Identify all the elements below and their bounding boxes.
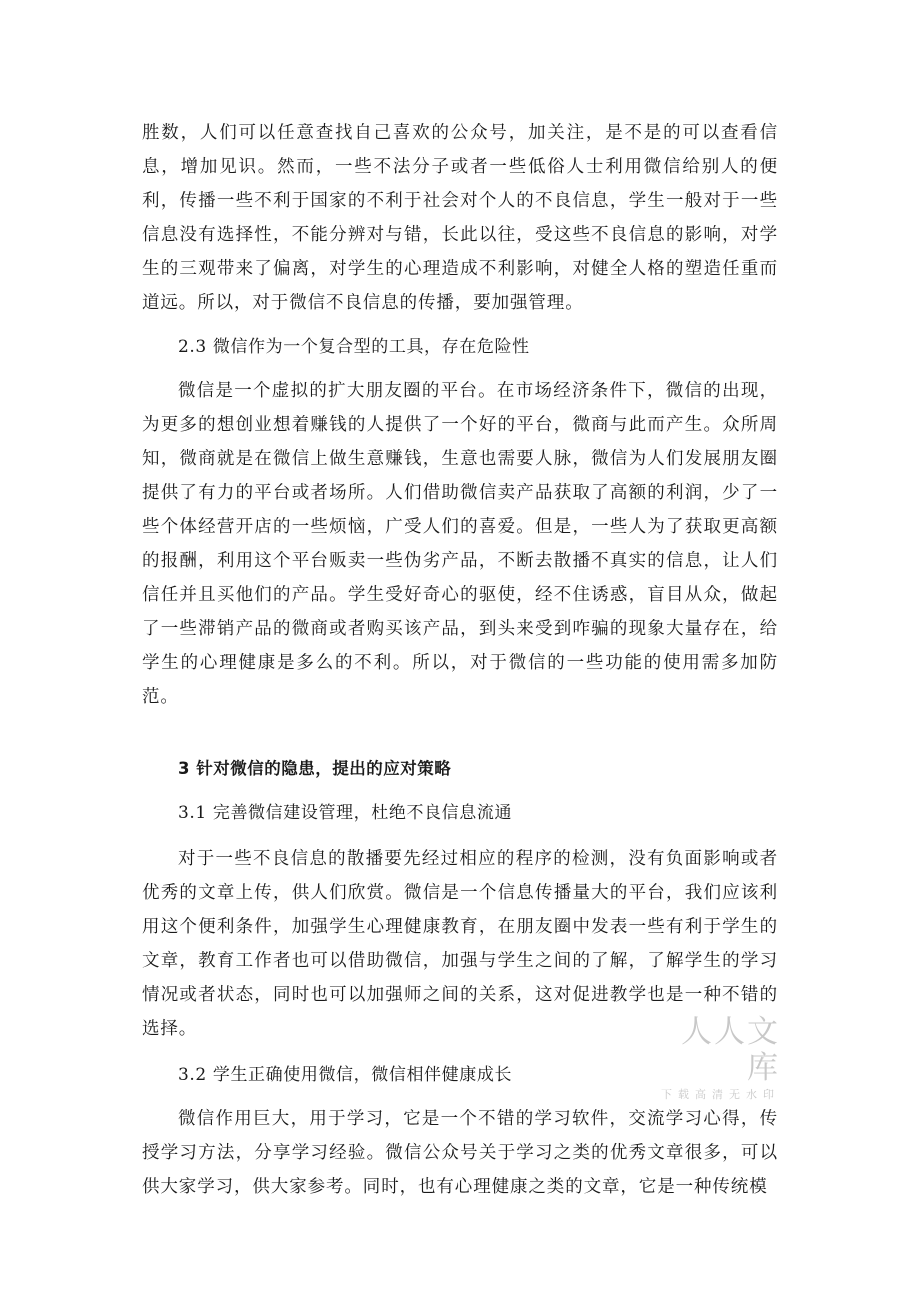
section-heading-3-1: 3.1 完善微信建设管理，杜绝不良信息流通 (178, 803, 513, 823)
section-heading-3-2: 3.2 学生正确使用微信，微信相伴健康成长 (178, 1065, 513, 1085)
document-page (142, 116, 778, 1204)
paragraph-correct-usage: 微信作用巨大，用于学习，它是一个不错的学习软件，交流学习心得，传授学习方法，分享学习经验。微信公众号关于学习之类的优秀文章很多，可以供大家学习，供大家参考。同时，也有心理健康之类的文章，它是一种传统模 (142, 1109, 778, 1197)
section-heading-3: 3 针对微信的隐患，提出的应对策略 (178, 759, 452, 778)
watermark-subtitle: 下载高清无水印 (661, 1088, 780, 1101)
paragraph-management: 对于一些不良信息的散播要先经过相应的程序的检测，没有负面影响或者优秀的文章上传，供人们欣赏。微信是一个信息传播量大的平台，我们应该利用这个便利条件，加强学生心理健康教育，在朋友圈中发表一些有利于学生的文章，教育工作者也可以借助微信，加强与学生之间的了解，了解学生的学习情况或者状态，同时也可以加强师之间的关系，这对促进教学也是一种不错的选择。 (142, 849, 778, 1039)
paragraph-wechat-business: 微信是一个虚拟的扩大朋友圈的平台。在市场经济条件下，微信的出现，为更多的想创业想着赚钱的人提供了一个好的平台，微商与此而产生。众所周知，微商就是在微信上做生意赚钱，生意也需要人脉，微信为人们发展朋友圈提供了有力的平台或者场所。人们借助微信卖产品获取了高额的利润，少了一些个体经营开店的一些烦恼，广受人们的喜爱。但是，一些人为了获取更高额的报酬，利用这个平台贩卖一些伪劣产品，不断去散播不真实的信息，让人们信任并且买他们的产品。学生受好奇心的驱使，经不住诱惑，盲目从众，做起了一些滞销产品的微商或者购买该产品，到头来受到咋骗的现象大量存在，给学生的心理健康是多么的不利。所以，对于微信的一些功能的使用需多加防范。 (142, 381, 778, 707)
paragraph-intro-continuation: 胜数，人们可以任意查找自己喜欢的公众号，加关注，是不是的可以查看信息，增加见识。然而，一些不法分子或者一些低俗人士利用微信给别人的便利，传播一些不利于国家的不利于社会对个人的不良信息，学生一般对于一些信息没有选择性，不能分辨对与错，长此以往，受这些不良信息的影响，对学生的三观带来了偏离，对学生的心理造成不利影响，对健全人格的塑造任重而道远。所以，对于微信不良信息的传播，要加强管理。 (142, 123, 778, 313)
section-heading-2-3: 2.3 微信作为一个复合型的工具，存在危险性 (178, 337, 530, 357)
watermark-title: 人人文库 (681, 1014, 780, 1086)
